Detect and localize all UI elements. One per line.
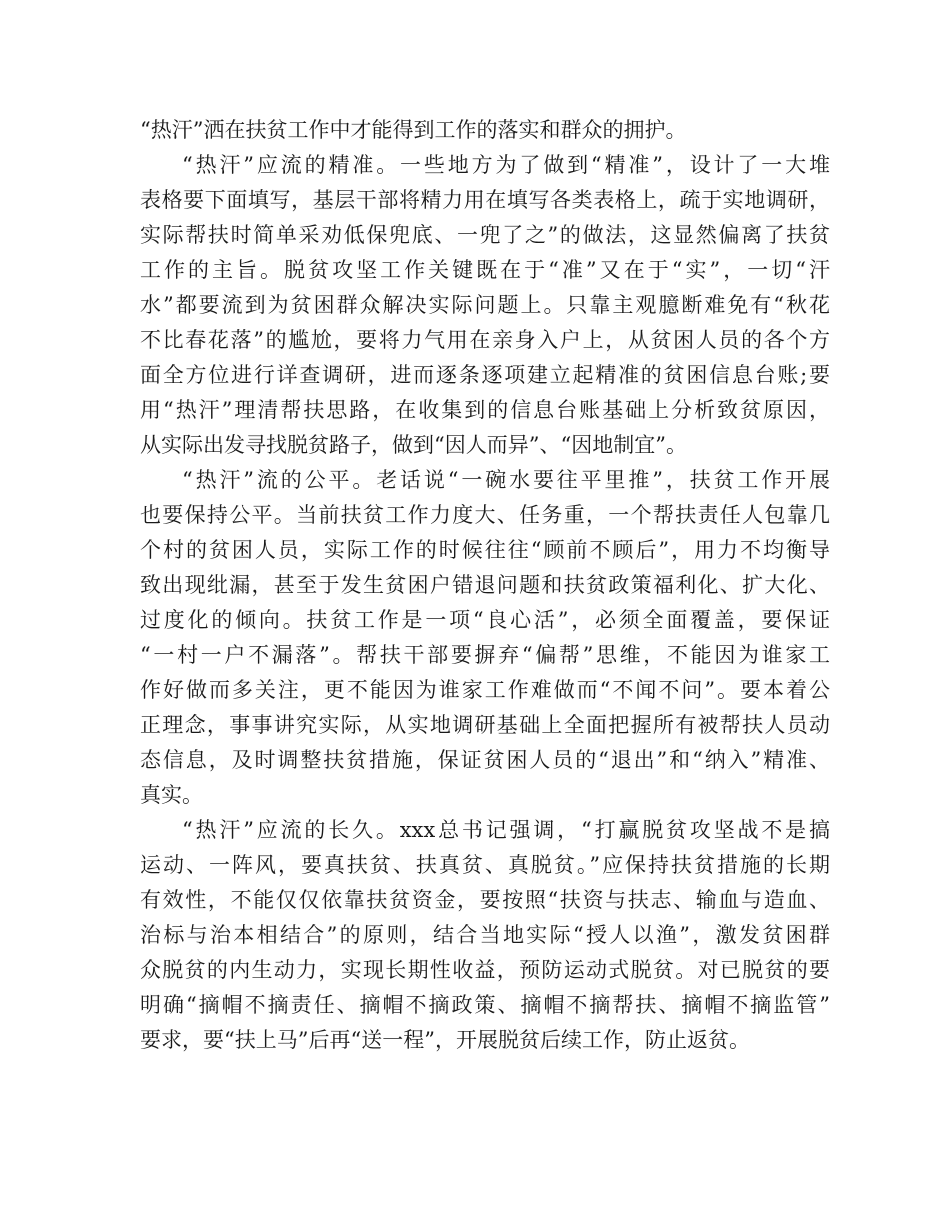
text-line: 也要保持公平。当前扶贫工作力度大、任务重，一个帮扶责任人包靠几: [140, 503, 830, 527]
text-line: “热汗”洒在扶贫工作中才能得到工作的落实和群众的拥护。: [140, 118, 687, 142]
document-body: [140, 113, 830, 1058]
text-line: 正理念，事事讲究实际，从实地调研基础上全面把握所有被帮扶人员动: [140, 713, 830, 737]
text-line: 要求，要“扶上马”后再“送一程”，开展脱贫后续工作，防止返贫。: [140, 1028, 750, 1052]
text-line: 有效性，不能仅仅依靠扶贫资金，要按照“扶资与扶志、输血与造血、: [140, 888, 830, 912]
text-line: 运动、一阵风，要真扶贫、扶真贫、真脱贫。”应保持扶贫措施的长期: [140, 853, 830, 877]
paragraph: [140, 463, 830, 813]
text-line: 过度化的倾向。扶贫工作是一项“良心活”，必须全面覆盖，要保证: [140, 608, 830, 632]
text-line: 工作的主旨。脱贫攻坚工作关键既在于“准”又在于“实”，一切“汗: [140, 258, 830, 282]
text-line: 治标与治本相结合”的原则，结合当地实际“授人以渔”，激发贫困群: [140, 923, 830, 947]
text-line: 态信息，及时调整扶贫措施，保证贫困人员的“退出”和“纳入”精准、: [140, 748, 830, 772]
text-line: “热汗”应流的精准。一些地方为了做到“精准”，设计了一大堆: [182, 153, 830, 177]
text-line: 作好做而多关注，更不能因为谁家工作难做而“不闻不问”。要本着公: [140, 678, 830, 702]
text-line: 实际帮扶时简单采劝低保兜底、一兜了之”的做法，这显然偏离了扶贫: [140, 223, 830, 247]
text-line: 水”都要流到为贫困群众解决实际问题上。只靠主观臆断难免有“秋花: [140, 293, 830, 317]
text-line: 从实际出发寻找脱贫路子，做到“因人而异”、“因地制宜”。: [140, 433, 687, 457]
text-line: 致出现纰漏，甚至于发生贫困户错退问题和扶贫政策福利化、扩大化、: [140, 573, 830, 597]
text-line: 众脱贫的内生动力，实现长期性收益，预防运动式脱贫。对已脱贫的要: [140, 958, 830, 982]
text-line: 用“热汗”理清帮扶思路，在收集到的信息台账基础上分析致贫原因，: [140, 398, 830, 422]
text-line: 不比春花落”的尴尬，要将力气用在亲身入户上，从贫困人员的各个方: [140, 328, 830, 352]
text-line: “热汗”流的公平。老话说“一碗水要往平里推”，扶贫工作开展: [182, 468, 830, 492]
text-line: “一村一户不漏落”。帮扶干部要摒弃“偏帮”思维，不能因为谁家工: [140, 643, 830, 667]
paragraph: [140, 148, 830, 463]
text-line: 真实。: [140, 783, 203, 807]
text-line: 个村的贫困人员，实际工作的时候往往“顾前不顾后”，用力不均衡导: [140, 538, 830, 562]
text-line: “热汗”应流的长久。xxx总书记强调，“打赢脱贫攻坚战不是搞: [182, 818, 830, 842]
text-line: 明确“摘帽不摘责任、摘帽不摘政策、摘帽不摘帮扶、摘帽不摘监管”: [140, 993, 830, 1017]
paragraph: [140, 113, 830, 148]
paragraph: [140, 813, 830, 1058]
text-line: 面全方位进行详查调研，进而逐条逐项建立起精准的贫困信息台账;要: [140, 363, 830, 387]
text-line: 表格要下面填写，基层干部将精力用在填写各类表格上，疏于实地调研，: [140, 188, 830, 212]
